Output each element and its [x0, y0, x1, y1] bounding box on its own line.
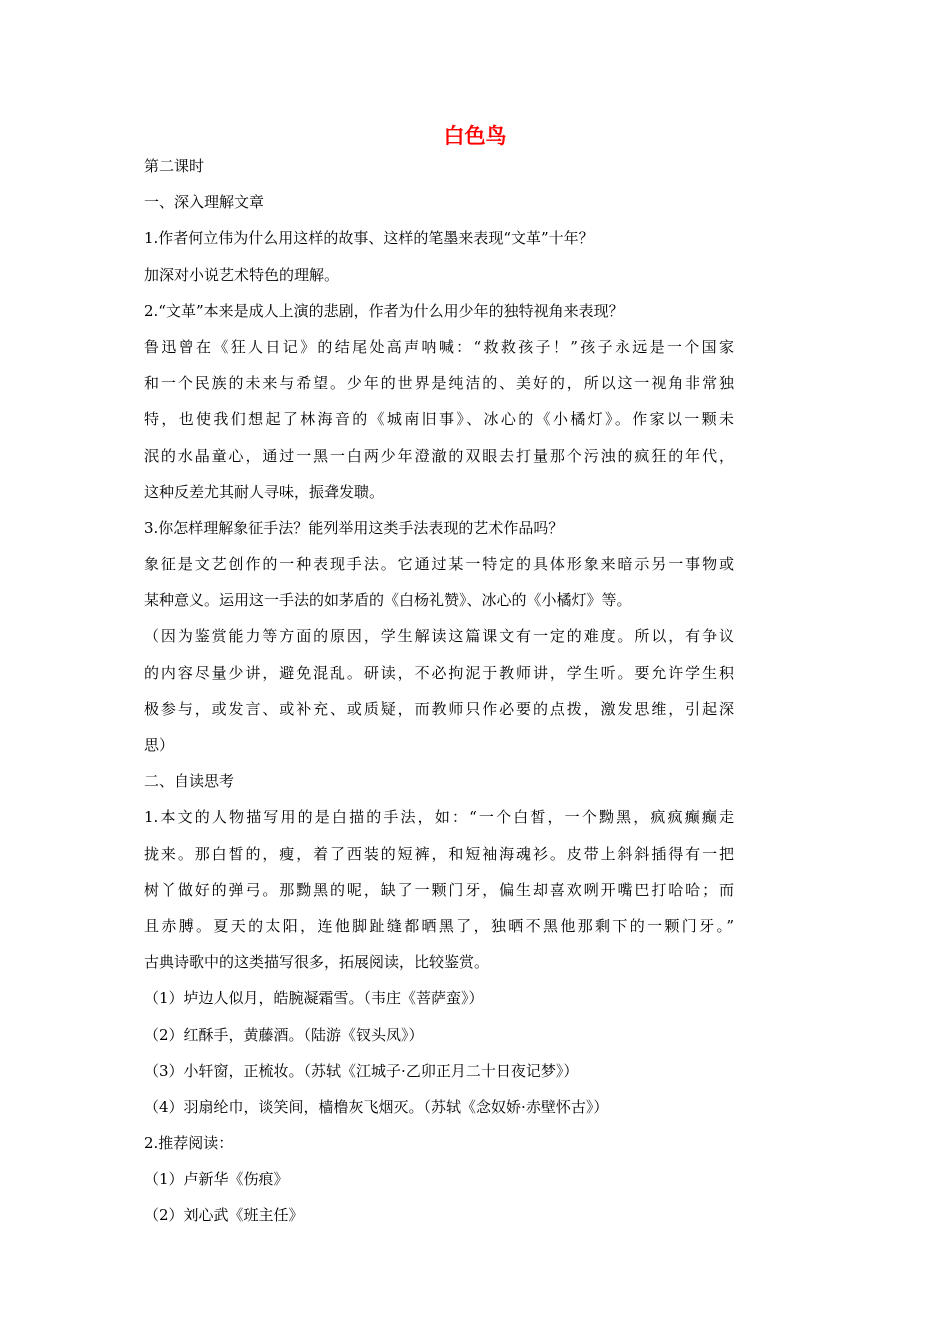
paragraph-line: 的内容尽量少讲，避免混乱。研读，不必拘泥于教师讲，学生听。要允许学生积: [144, 663, 734, 682]
list-item: （4）羽扇纶巾，谈笑间，樯橹灰飞烟灭。（苏轼《念奴娇·赤壁怀古》）: [144, 1097, 609, 1116]
paragraph-line: 且赤膊。夏天的太阳，连他脚趾缝都晒黑了，独晒不黑他那剩下的一颗门牙。”: [144, 916, 734, 935]
paragraph-line: 特，也使我们想起了林海音的《城南旧事》、冰心的《小橘灯》。作家以一颗未: [144, 410, 734, 429]
list-item: （2）刘心武《班主任》: [144, 1206, 304, 1225]
section-heading: 一、深入理解文章: [144, 193, 265, 212]
paragraph-line: （因为鉴赏能力等方面的原因，学生解读这篇课文有一定的难度。所以，有争议: [144, 627, 734, 646]
paragraph-line: 拢来。那白皙的，瘦，着了西装的短裤，和短袖海魂衫。皮带上斜斜插得有一把: [144, 844, 734, 863]
paragraph-line: 1.本文的人物描写用的是白描的手法，如：“一个白皙，一个黝黑，疯疯癫癫走: [144, 808, 734, 827]
question-line: 2.“文革”本来是成人上演的悲剧，作者为什么用少年的独特视角来表现？: [144, 301, 624, 320]
lesson-label: 第二课时: [144, 157, 205, 175]
list-item: （1）卢新华《伤痕》: [144, 1170, 289, 1189]
paragraph-line: 鲁迅曾在《狂人日记》的结尾处高声呐喊：“救救孩子！”孩子永远是一个国家: [144, 337, 734, 356]
question-line: 3.你怎样理解象征手法？能列举用这类手法表现的艺术作品吗？: [144, 518, 564, 537]
paragraph-line: 思）: [144, 736, 175, 754]
paragraph-line: 极参与，或发言、或补充、或质疑，而教师只作必要的点拨，激发思维，引起深: [144, 699, 734, 718]
answer-line: 加深对小说艺术特色的理解。: [144, 265, 340, 284]
paragraph-line: 象征是文艺创作的一种表现手法。它通过某一特定的具体形象来暗示另一事物或: [144, 555, 734, 574]
paragraph-line: 和一个民族的未来与希望。少年的世界是纯洁的、美好的，所以这一视角非常独: [144, 374, 734, 393]
list-item: （1）垆边人似月，皓腕凝霜雪。（韦庄《菩萨蛮》）: [144, 989, 484, 1008]
paragraph-line: 古典诗歌中的这类描写很多，拓展阅读，比较鉴赏。: [144, 953, 490, 972]
question-line: 1.作者何立伟为什么用这样的故事、这样的笔墨来表现“文革”十年？: [144, 229, 594, 248]
list-item: （3）小轩窗，正梳妆。（苏轼《江城子·乙卯正月二十日夜记梦》）: [144, 1061, 579, 1080]
section-heading: 二、自读思考: [144, 772, 235, 791]
list-item: （2）红酥手，黄藤酒。（陆游《钗头凤》）: [144, 1025, 424, 1044]
paragraph-line: 树丫做好的弹弓。那黝黑的呢，缺了一颗门牙，偏生却喜欢咧开嘴巴打哈哈；而: [144, 880, 734, 899]
paragraph-line: 泯的水晶童心，通过一黑一白两少年澄澈的双眼去打量那个污浊的疯狂的年代，: [144, 446, 734, 465]
question-line: 2.推荐阅读：: [144, 1134, 234, 1153]
document-title: 白色鸟: [443, 124, 507, 148]
document-body: [144, 148, 734, 1234]
paragraph-line: 这种反差尤其耐人寻味，振聋发聩。: [144, 482, 385, 501]
paragraph-line: 某种意义。运用这一手法的如茅盾的《白杨礼赞》、冰心的《小橘灯》等。: [144, 591, 632, 610]
